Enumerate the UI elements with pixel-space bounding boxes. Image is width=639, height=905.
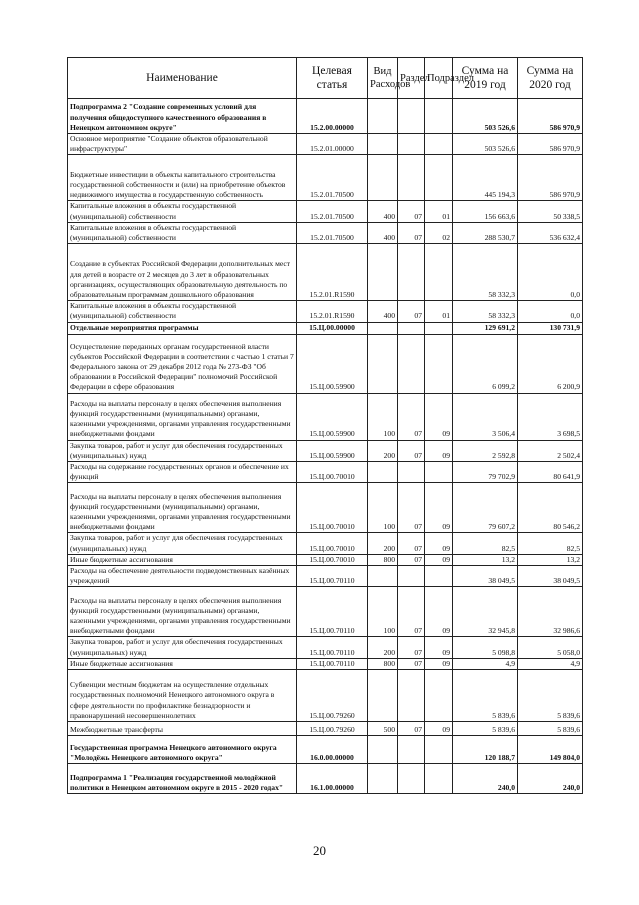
- row-sum-2020: 38 049,5: [518, 566, 583, 587]
- row-target-code: 15.Ц.00.70110: [297, 587, 368, 637]
- row-section: 07: [398, 440, 425, 461]
- row-subsection: [425, 99, 453, 134]
- row-expense-type: [368, 670, 398, 722]
- row-sum-2019: 82,5: [453, 533, 518, 554]
- row-sum-2020: 5 839,6: [518, 722, 583, 736]
- row-subsection: 09: [425, 637, 453, 658]
- row-name: Иные бюджетные ассигнования: [68, 554, 297, 565]
- row-subsection: [425, 462, 453, 483]
- table-row: [68, 587, 583, 637]
- table-row: [68, 736, 583, 764]
- row-subsection: [425, 134, 453, 155]
- header-sum-2019: Сумма на 2019 год: [453, 58, 518, 99]
- row-subsection: [425, 670, 453, 722]
- row-subsection: [425, 155, 453, 201]
- row-expense-type: 100: [368, 393, 398, 440]
- row-expense-type: 200: [368, 533, 398, 554]
- row-sum-2019: 58 332,3: [453, 244, 518, 301]
- row-expense-type: [368, 155, 398, 201]
- row-expense-type: [368, 99, 398, 134]
- table-row: [68, 301, 583, 322]
- row-section: [398, 99, 425, 134]
- row-name: Расходы на обеспечение деятельности подведомственных казённых учреждений: [68, 566, 297, 587]
- table-row: [68, 670, 583, 722]
- header-target: Целевая статья: [297, 58, 368, 99]
- row-target-code: 15.Ц.00.70110: [297, 566, 368, 587]
- row-sum-2019: 445 194,3: [453, 155, 518, 201]
- row-target-code: 16.0.00.00000: [297, 736, 368, 764]
- row-sum-2020: 6 200,9: [518, 334, 583, 393]
- row-sum-2020: 82,5: [518, 533, 583, 554]
- table-row: [68, 533, 583, 554]
- row-expense-type: [368, 322, 398, 334]
- table-row: [68, 566, 583, 587]
- row-subsection: 09: [425, 587, 453, 637]
- row-subsection: [425, 764, 453, 794]
- row-section: 07: [398, 637, 425, 658]
- row-expense-type: 100: [368, 587, 398, 637]
- row-section: 07: [398, 301, 425, 322]
- row-section: [398, 462, 425, 483]
- table-row: [68, 134, 583, 155]
- row-target-code: 15.Ц.00.70010: [297, 533, 368, 554]
- row-name: Осуществление переданных органам государственной власти субъектов Российской Федерации в соответствии с частью 1 статьи 7 Федерального закона от 29 декабря 2012 года № 273-ФЗ "Об образовании в Российской Федерации" полномочий Российской Федерации в сфере образования: [68, 334, 297, 393]
- row-name: Капитальные вложения в объекты государственной (муниципальной) собственности: [68, 222, 297, 243]
- row-section: 07: [398, 587, 425, 637]
- row-expense-type: 100: [368, 483, 398, 533]
- row-section: [398, 670, 425, 722]
- row-name: Расходы на выплаты персоналу в целях обеспечения выполнения функций государственными (муниципальными) органами, казенными учреждениями, органами управления государственными внебюджетными фондами: [68, 483, 297, 533]
- row-target-code: 15.2.00.00000: [297, 99, 368, 134]
- row-subsection: [425, 322, 453, 334]
- row-subsection: 09: [425, 440, 453, 461]
- row-section: 07: [398, 658, 425, 669]
- row-sum-2019: 5 839,6: [453, 670, 518, 722]
- row-subsection: 09: [425, 393, 453, 440]
- row-sum-2019: 32 945,8: [453, 587, 518, 637]
- row-expense-type: [368, 764, 398, 794]
- row-expense-type: 200: [368, 440, 398, 461]
- row-section: 07: [398, 483, 425, 533]
- row-target-code: 15.Ц.00.70110: [297, 637, 368, 658]
- row-name: Подпрограмма 1 "Реализация государственной молодёжной политики в Ненецком автономном округе в 2015 - 2020 годах": [68, 764, 297, 794]
- row-target-code: 15.2.01.R1590: [297, 301, 368, 322]
- table-row: [68, 244, 583, 301]
- row-name: Расходы на выплаты персоналу в целях обеспечения выполнения функций государственными (муниципальными) органами, казенными учреждениями, органами управления государственными внебюджетными фондами: [68, 393, 297, 440]
- table-row: [68, 462, 583, 483]
- header-expense-type: Вид Расходов: [368, 58, 398, 99]
- row-sum-2020: 586 970,9: [518, 99, 583, 134]
- row-target-code: 15.Ц.00.59900: [297, 334, 368, 393]
- row-section: [398, 134, 425, 155]
- row-sum-2020: 0,0: [518, 244, 583, 301]
- row-expense-type: [368, 244, 398, 301]
- header-row: [68, 58, 583, 99]
- row-name: Закупка товаров, работ и услуг для обеспечения государственных (муниципальных) нужд: [68, 533, 297, 554]
- row-expense-type: [368, 134, 398, 155]
- row-expense-type: 800: [368, 658, 398, 669]
- row-sum-2020: 80 641,9: [518, 462, 583, 483]
- row-sum-2020: 586 970,9: [518, 155, 583, 201]
- row-sum-2020: 2 502,4: [518, 440, 583, 461]
- row-name: Государственная программа Ненецкого автономного округа "Молодёжь Ненецкого автономного округа": [68, 736, 297, 764]
- row-section: 07: [398, 533, 425, 554]
- header-sum-2020: Сумма на 2020 год: [518, 58, 583, 99]
- row-sum-2020: 5 058,0: [518, 637, 583, 658]
- row-sum-2019: 13,2: [453, 554, 518, 565]
- row-sum-2019: 129 691,2: [453, 322, 518, 334]
- row-target-code: 15.2.01.R1590: [297, 244, 368, 301]
- row-target-code: 15.Ц.00.70010: [297, 462, 368, 483]
- row-expense-type: 200: [368, 637, 398, 658]
- row-subsection: 09: [425, 483, 453, 533]
- row-name: Иные бюджетные ассигнования: [68, 658, 297, 669]
- header-section: Раздел: [398, 58, 425, 99]
- row-name: Создание в субъектах Российской Федерации дополнительных мест для детей в возрасте от 2 месяцев до 3 лет в образовательных организациях, осуществляющих образовательную деятельность по образовательным программам дошкольного образования: [68, 244, 297, 301]
- row-name: Капитальные вложения в объекты государственной (муниципальной) собственности: [68, 201, 297, 222]
- table-row: [68, 334, 583, 393]
- table-row: [68, 658, 583, 669]
- table-row: [68, 554, 583, 565]
- row-sum-2019: 6 099,2: [453, 334, 518, 393]
- row-target-code: 15.2.01.70500: [297, 155, 368, 201]
- row-subsection: [425, 244, 453, 301]
- row-section: [398, 764, 425, 794]
- row-sum-2020: 0,0: [518, 301, 583, 322]
- row-target-code: 16.1.00.00000: [297, 764, 368, 794]
- table-row: [68, 222, 583, 243]
- row-subsection: [425, 566, 453, 587]
- row-name: Расходы на содержание государственных органов и обеспечение их функций: [68, 462, 297, 483]
- row-expense-type: [368, 334, 398, 393]
- table-row: [68, 440, 583, 461]
- header-name: Наименование: [68, 58, 297, 99]
- row-subsection: 02: [425, 222, 453, 243]
- table-row: [68, 155, 583, 201]
- row-name: Бюджетные инвестиции в объекты капитального строительства государственной собственности и (или) на приобретение объектов недвижимого имущества в государственную собственность: [68, 155, 297, 201]
- row-sum-2019: 38 049,5: [453, 566, 518, 587]
- row-sum-2019: 240,0: [453, 764, 518, 794]
- row-name: Отдельные мероприятия программы: [68, 322, 297, 334]
- row-sum-2019: 120 188,7: [453, 736, 518, 764]
- table-body: [68, 99, 583, 794]
- row-sum-2019: 503 526,6: [453, 99, 518, 134]
- row-target-code: 15.Ц.00.59900: [297, 440, 368, 461]
- row-target-code: 15.Ц.00.59900: [297, 393, 368, 440]
- table-row: [68, 722, 583, 736]
- row-subsection: 01: [425, 201, 453, 222]
- row-sum-2020: 240,0: [518, 764, 583, 794]
- row-sum-2019: 58 332,3: [453, 301, 518, 322]
- row-section: [398, 334, 425, 393]
- table-row: [68, 322, 583, 334]
- row-sum-2019: 156 663,6: [453, 201, 518, 222]
- row-sum-2019: 3 506,4: [453, 393, 518, 440]
- row-section: 07: [398, 201, 425, 222]
- row-sum-2020: 80 546,2: [518, 483, 583, 533]
- row-sum-2020: 536 632,4: [518, 222, 583, 243]
- row-target-code: 15.Ц.00.70110: [297, 658, 368, 669]
- row-section: [398, 736, 425, 764]
- row-sum-2019: 503 526,6: [453, 134, 518, 155]
- row-target-code: 15.2.01.70500: [297, 201, 368, 222]
- row-section: [398, 244, 425, 301]
- row-target-code: 15.2.01.00000: [297, 134, 368, 155]
- page-number: 20: [313, 843, 326, 858]
- row-section: [398, 155, 425, 201]
- row-subsection: [425, 736, 453, 764]
- row-target-code: 15.Ц.00.70010: [297, 554, 368, 565]
- row-sum-2020: 149 804,0: [518, 736, 583, 764]
- row-target-code: 15.Ц.00.70010: [297, 483, 368, 533]
- row-sum-2020: 5 839,6: [518, 670, 583, 722]
- row-sum-2019: 5 839,6: [453, 722, 518, 736]
- row-section: [398, 322, 425, 334]
- row-subsection: [425, 334, 453, 393]
- row-sum-2019: 288 530,7: [453, 222, 518, 243]
- row-expense-type: [368, 462, 398, 483]
- row-sum-2019: 2 592,8: [453, 440, 518, 461]
- table-row: [68, 393, 583, 440]
- table-row: [68, 637, 583, 658]
- table-row: [68, 99, 583, 134]
- row-section: 07: [398, 393, 425, 440]
- row-subsection: 01: [425, 301, 453, 322]
- row-section: 07: [398, 722, 425, 736]
- row-expense-type: [368, 566, 398, 587]
- row-name: Расходы на выплаты персоналу в целях обеспечения выполнения функций государственными (муниципальными) органами, казенными учреждениями, органами управления государственными внебюджетными фондами: [68, 587, 297, 637]
- row-expense-type: 400: [368, 201, 398, 222]
- row-subsection: 09: [425, 658, 453, 669]
- row-subsection: 09: [425, 722, 453, 736]
- row-sum-2020: 4,9: [518, 658, 583, 669]
- row-sum-2019: 4,9: [453, 658, 518, 669]
- row-name: Капитальные вложения в объекты государственной (муниципальной) собственности: [68, 301, 297, 322]
- budget-table: [67, 57, 583, 794]
- row-expense-type: 800: [368, 554, 398, 565]
- row-section: [398, 566, 425, 587]
- row-name: Закупка товаров, работ и услуг для обеспечения государственных (муниципальных) нужд: [68, 440, 297, 461]
- row-expense-type: 500: [368, 722, 398, 736]
- row-expense-type: 400: [368, 222, 398, 243]
- row-expense-type: 400: [368, 301, 398, 322]
- row-expense-type: [368, 736, 398, 764]
- row-target-code: 15.Ц.00.00000: [297, 322, 368, 334]
- row-sum-2019: 79 607,2: [453, 483, 518, 533]
- table-row: [68, 764, 583, 794]
- row-subsection: 09: [425, 554, 453, 565]
- row-name: Субвенции местным бюджетам на осуществление отдельных государственных полномочий Ненецкого автономного округа в сфере деятельности по профилактике безнадзорности и правонарушений несовершеннолетних: [68, 670, 297, 722]
- table-row: [68, 483, 583, 533]
- row-sum-2020: 586 970,9: [518, 134, 583, 155]
- row-name: Межбюджетные трансферты: [68, 722, 297, 736]
- row-subsection: 09: [425, 533, 453, 554]
- row-section: 07: [398, 222, 425, 243]
- row-sum-2020: 50 338,5: [518, 201, 583, 222]
- table-row: [68, 201, 583, 222]
- row-name: Закупка товаров, работ и услуг для обеспечения государственных (муниципальных) нужд: [68, 637, 297, 658]
- row-sum-2019: 79 702,9: [453, 462, 518, 483]
- row-sum-2020: 3 698,5: [518, 393, 583, 440]
- row-target-code: 15.2.01.70500: [297, 222, 368, 243]
- row-target-code: 15.Ц.00.79260: [297, 722, 368, 736]
- header-subsection: Подраздел: [425, 58, 453, 99]
- row-sum-2019: 5 098,8: [453, 637, 518, 658]
- row-sum-2020: 13,2: [518, 554, 583, 565]
- row-name: Основное мероприятие "Создание объектов образовательной инфраструктуры": [68, 134, 297, 155]
- row-section: 07: [398, 554, 425, 565]
- row-target-code: 15.Ц.00.79260: [297, 670, 368, 722]
- row-sum-2020: 32 986,6: [518, 587, 583, 637]
- row-sum-2020: 130 731,9: [518, 322, 583, 334]
- row-name: Подпрограмма 2 "Создание современных условий для получения общедоступного качественного образования в Ненецком автономном округе": [68, 99, 297, 134]
